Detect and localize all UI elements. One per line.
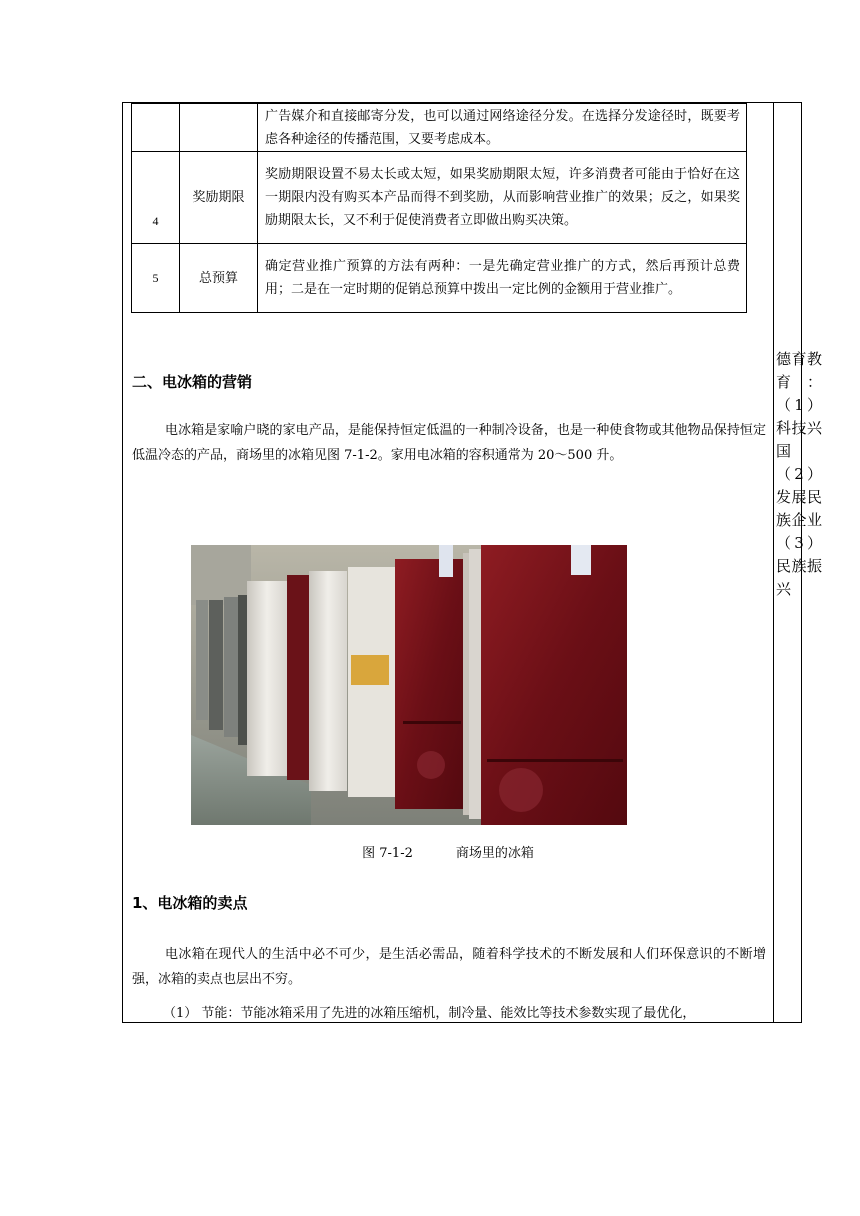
energy-saving-item: （1） 节能：节能冰箱采用了先进的冰箱压缩机，制冷量、能效比等技术参数实现了最优化， (163, 1006, 696, 1021)
content-column (123, 103, 774, 1022)
table-row (132, 104, 747, 152)
table-cell-num (132, 104, 180, 152)
table-cell-desc: 奖励期限设置不易太长或太短，如果奖励期限太短，许多消费者可能由于恰好在这一期限内没有购买本产品而得不到奖励，从而影响营业推广的效果；反之，如果奖励期限太长，又不利于促使消费者立即做出购买决策。 (258, 152, 747, 244)
figure-title: 商场里的冰箱 (455, 846, 534, 861)
promotion-table (131, 103, 747, 313)
table-cell-num: 5 (132, 244, 180, 313)
page-table (122, 102, 822, 1023)
section-heading-marketing: 二、电冰箱的营销 (132, 373, 253, 391)
moral-education-note: 德育教育：（1）科技兴国（2）发展民族企业（3）民族振兴 (776, 350, 822, 598)
table-row (132, 244, 747, 313)
figure-number: 图 7-1-2 (362, 846, 413, 861)
table-cell-name (180, 104, 258, 152)
selling-points-paragraph: 电冰箱在现代人的生活中必不可少，是生活必需品，随着科学技术的不断发展和人们环保意识的不断增强，冰箱的卖点也层出不穷。 (132, 947, 766, 987)
fridge-photo (191, 545, 627, 825)
table-row (132, 152, 747, 244)
side-note-column (774, 103, 822, 1022)
fridge-photo-image (191, 545, 627, 825)
table-cell-name: 奖励期限 (180, 152, 258, 244)
intro-paragraph: 电冰箱是家喻户晓的家电产品，是能保持恒定低温的一种制冷设备，也是一种使食物或其他物品保持恒定低温冷态的产品，商场里的冰箱见图 7-1-2。家用电冰箱的容积通常为 20～500 升。 (132, 423, 766, 463)
table-cell-desc: 确定营业推广预算的方法有两种：一是先确定营业推广的方式，然后再预计总费用；二是在一定时期的促销总预算中拨出一定比例的金额用于营业推广。 (258, 244, 747, 313)
table-cell-name: 总预算 (180, 244, 258, 313)
table-cell-desc: 广告媒介和直接邮寄分发，也可以通过网络途径分发。在选择分发途径时，既要考虑各种途径的传播范围，又要考虑成本。 (258, 104, 747, 152)
figure-caption (123, 842, 773, 861)
table-cell-num: 4 (132, 152, 180, 244)
section-heading-selling-points: 1、电冰箱的卖点 (132, 894, 248, 912)
